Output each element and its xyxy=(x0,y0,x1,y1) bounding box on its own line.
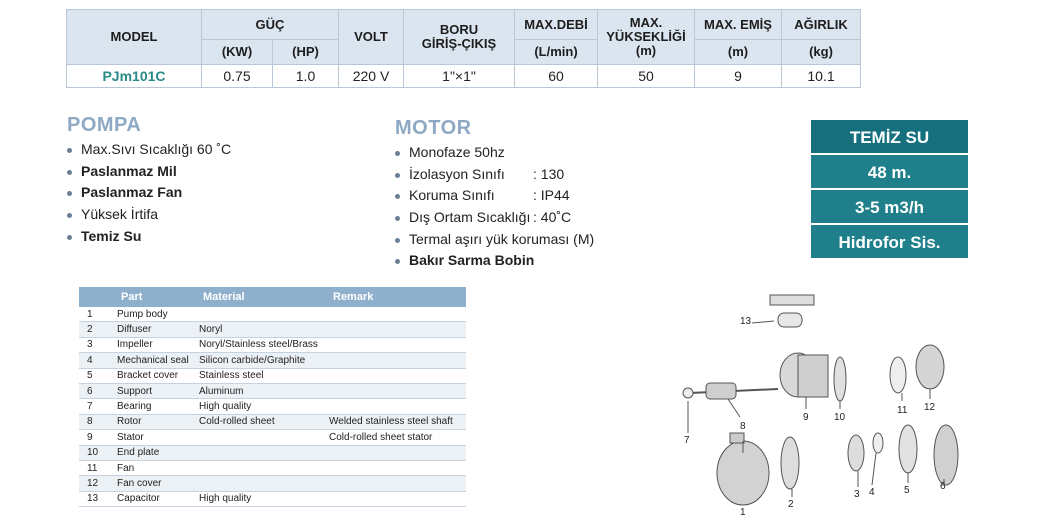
capacitor-shape xyxy=(778,313,802,327)
part-name: Diffuser xyxy=(117,322,199,337)
part-number: 12 xyxy=(79,476,117,491)
part-remark xyxy=(329,322,466,337)
motor-item-label: Monofaze 50hz xyxy=(409,144,505,160)
part-number: 11 xyxy=(79,460,117,475)
part-number: 7 xyxy=(79,399,117,414)
pompa-item: Paslanmaz Fan xyxy=(67,182,231,204)
pump-outlet-shape xyxy=(730,433,744,443)
part-name: Stator xyxy=(117,430,199,445)
emis-value: 9 xyxy=(695,65,782,88)
pompa-title: POMPA xyxy=(67,114,142,136)
part-material xyxy=(199,445,329,460)
badge-head: 48 m. xyxy=(810,154,969,189)
debi-header: MAX.DEBİ xyxy=(515,10,598,40)
leader-8 xyxy=(728,399,740,417)
part-remark xyxy=(329,445,466,460)
diagram-label-9: 9 xyxy=(803,412,809,423)
part-number: 1 xyxy=(79,307,117,322)
part-material: Stainless steel xyxy=(199,368,329,383)
part-name: Mechanical seal xyxy=(117,353,199,368)
motor-item xyxy=(395,185,594,207)
yuk-header-line2: YÜKSEKLİĞİ xyxy=(606,29,686,44)
parts-row xyxy=(79,337,466,352)
part-material: High quality xyxy=(199,399,329,414)
badge-application: Hidrofor Sis. xyxy=(810,224,969,259)
motor-item-label: Bakır Sarma Bobin xyxy=(409,252,535,269)
parts-row xyxy=(79,491,466,506)
motor-item xyxy=(395,142,594,164)
motor-item-label: Koruma Sınıfı xyxy=(409,187,495,204)
part-number: 13 xyxy=(79,491,117,506)
bracket-cover-shape xyxy=(899,425,917,473)
part-material xyxy=(199,460,329,475)
parts-body xyxy=(79,307,466,507)
guc-header: GÜÇ xyxy=(202,10,339,40)
part-remark xyxy=(329,491,466,506)
pompa-item: Yüksek İrtifa xyxy=(67,204,231,226)
parts-row xyxy=(79,476,466,491)
boru-header-line2: GİRİŞ-ÇIKIŞ xyxy=(421,36,497,51)
motor-item xyxy=(395,207,594,229)
leader-13 xyxy=(752,321,774,323)
diagram-label-3: 3 xyxy=(854,489,860,500)
emis-header: MAX. EMİŞ xyxy=(695,10,782,40)
part-number: 8 xyxy=(79,414,117,429)
diagram-label-10: 10 xyxy=(834,412,846,423)
diagram-label-7: 7 xyxy=(684,435,690,446)
part-remark xyxy=(329,368,466,383)
boru-header-line1: BORU xyxy=(439,22,479,37)
part-name: Rotor xyxy=(117,414,199,429)
parts-row xyxy=(79,383,466,398)
part-name: Capacitor xyxy=(117,491,199,506)
part-remark xyxy=(329,353,466,368)
part-remark xyxy=(329,476,466,491)
kw-header: (KW) xyxy=(202,40,273,65)
yukseklik-value: 50 xyxy=(598,65,695,88)
end-plate-shape xyxy=(834,357,846,401)
part-number: 10 xyxy=(79,445,117,460)
part-remark xyxy=(329,337,466,352)
part-remark xyxy=(329,460,466,475)
yuk-header-line1: MAX. xyxy=(629,15,663,30)
motor-item-label: Termal aşırı yük koruması (M) xyxy=(409,230,595,247)
part-material: Silicon carbide/Graphite xyxy=(199,353,329,368)
parts-table xyxy=(79,287,466,507)
part-number: 5 xyxy=(79,368,117,383)
parts-no-header xyxy=(79,287,117,307)
part-remark xyxy=(329,399,466,414)
part-material xyxy=(199,476,329,491)
volt-header: VOLT xyxy=(339,10,404,65)
motor-item xyxy=(395,164,594,186)
diagram-label-4: 4 xyxy=(869,487,875,498)
part-name: Fan xyxy=(117,460,199,475)
motor-item xyxy=(395,250,594,272)
motor-item-value: : IP44 xyxy=(533,187,570,204)
part-name: Support xyxy=(117,383,199,398)
bearing-shape xyxy=(683,388,693,398)
badge-flow: 3-5 m3/h xyxy=(810,189,969,224)
part-number: 9 xyxy=(79,430,117,445)
stator-body-shape xyxy=(798,355,828,397)
parts-material-header: Material xyxy=(199,287,329,307)
part-remark xyxy=(329,383,466,398)
boru-value: 1"×1" xyxy=(404,65,515,88)
motor-item xyxy=(395,229,594,251)
motor-list xyxy=(395,142,594,272)
part-number: 6 xyxy=(79,383,117,398)
motor-item-label: Dış Ortam Sıcaklığı xyxy=(409,209,531,226)
motor-item-value: : 130 xyxy=(533,165,565,182)
part-remark: Cold-rolled sheet stator xyxy=(329,430,466,445)
badge-water-type: TEMİZ SU xyxy=(810,119,969,154)
parts-row xyxy=(79,399,466,414)
part-name: Fan cover xyxy=(117,476,199,491)
feature-badges xyxy=(810,119,969,259)
diagram-label-11: 11 xyxy=(897,405,908,416)
pompa-item: Max.Sıvı Sıcaklığı 60 ˚C xyxy=(67,139,231,161)
fan-shape xyxy=(890,357,906,393)
part-material xyxy=(199,430,329,445)
diffuser-shape xyxy=(781,437,799,489)
boru-header xyxy=(404,10,515,65)
support-shape xyxy=(934,425,958,485)
debi-unit-header: (L/min) xyxy=(515,40,598,65)
parts-row xyxy=(79,445,466,460)
impeller-shape xyxy=(848,435,864,471)
pompa-list xyxy=(67,139,231,247)
model-value: PJm101C xyxy=(67,65,202,88)
agirlik-header: AĞIRLIK xyxy=(782,10,861,40)
part-remark xyxy=(329,307,466,322)
spec-table xyxy=(66,9,861,88)
part-material: Cold-rolled sheet xyxy=(199,414,329,429)
pompa-item: Temiz Su xyxy=(67,226,231,248)
parts-row xyxy=(79,414,466,429)
fan-cover-shape xyxy=(916,345,944,389)
part-name: End plate xyxy=(117,445,199,460)
volt-value: 220 V xyxy=(339,65,404,88)
part-material xyxy=(199,307,329,322)
part-number: 4 xyxy=(79,353,117,368)
part-material: High quality xyxy=(199,491,329,506)
debi-value: 60 xyxy=(515,65,598,88)
yukseklik-header xyxy=(598,10,695,65)
parts-row xyxy=(79,368,466,383)
parts-row xyxy=(79,430,466,445)
parts-row xyxy=(79,460,466,475)
seal-shape xyxy=(873,433,883,453)
part-name: Pump body xyxy=(117,307,199,322)
parts-part-header: Part xyxy=(117,287,199,307)
diagram-label-1: 1 xyxy=(740,507,746,518)
part-number: 3 xyxy=(79,337,117,352)
part-number: 2 xyxy=(79,322,117,337)
diagram-label-12: 12 xyxy=(924,402,936,413)
motor-title: MOTOR xyxy=(395,117,472,139)
exploded-pump-diagram xyxy=(668,283,968,519)
diagram-label-8: 8 xyxy=(740,421,746,432)
rotor-shape xyxy=(706,383,736,399)
emis-unit-header: (m) xyxy=(695,40,782,65)
kw-value: 0.75 xyxy=(202,65,273,88)
diagram-label-13: 13 xyxy=(740,316,752,327)
agirlik-value: 10.1 xyxy=(782,65,861,88)
part-name: Bearing xyxy=(117,399,199,414)
yuk-header-line3: (m) xyxy=(635,43,657,58)
diagram-label-6: 6 xyxy=(940,481,946,492)
part-material: Noryl/Stainless steel/Brass xyxy=(199,337,329,352)
part-material: Noryl xyxy=(199,322,329,337)
motor-item-label: İzolasyon Sınıfı xyxy=(409,165,505,182)
hp-value: 1.0 xyxy=(273,65,339,88)
parts-row xyxy=(79,353,466,368)
parts-row xyxy=(79,322,466,337)
part-name: Impeller xyxy=(117,337,199,352)
parts-row xyxy=(79,307,466,322)
part-name: Bracket cover xyxy=(117,368,199,383)
agirlik-unit-header: (kg) xyxy=(782,40,861,65)
diagram-label-2: 2 xyxy=(788,499,794,510)
part-remark: Welded stainless steel shaft xyxy=(329,414,466,429)
hp-header: (HP) xyxy=(273,40,339,65)
pompa-item: Paslanmaz Mil xyxy=(67,161,231,183)
model-header: MODEL xyxy=(67,10,202,65)
diagram-label-5: 5 xyxy=(904,485,910,496)
parts-remark-header: Remark xyxy=(329,287,466,307)
motor-item-value: : 40˚C xyxy=(533,209,572,226)
capacitor-cover-shape xyxy=(770,295,814,305)
leader-4 xyxy=(872,453,876,485)
part-material: Aluminum xyxy=(199,383,329,398)
